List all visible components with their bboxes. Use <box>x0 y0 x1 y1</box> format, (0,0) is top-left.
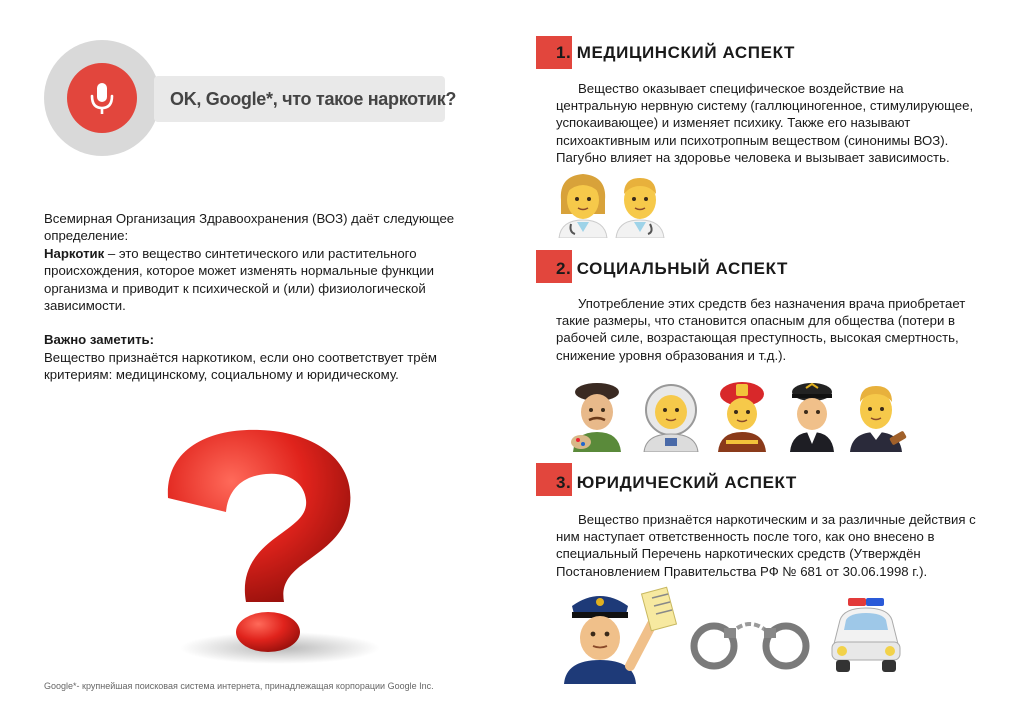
microphone-button[interactable] <box>67 63 137 133</box>
definition-intro: Всемирная Организация Здравоохранения (ВОЗ) даёт следующее определение: <box>44 211 455 244</box>
footnote: Google*- крупнейшая поисковая система интернета, принадлежащая корпорации Google Inc. <box>44 681 434 691</box>
question-mark-illustration <box>150 420 390 670</box>
section-1-title: МЕДИЦИНСКИЙ АСПЕКТ <box>576 43 795 62</box>
artist-icon <box>567 378 627 452</box>
section-1-heading <box>556 43 795 63</box>
note-text: Вещество признаётся наркотиком, если оно соответствует трём критериям: медицинскому, социальному и юридическому. <box>44 349 437 383</box>
section-1-number: 1. <box>556 43 572 62</box>
male-doctor-icon <box>612 170 668 238</box>
definition-block <box>44 210 494 384</box>
section-3-number: 3. <box>556 473 572 492</box>
section-3-text: Вещество признаётся наркотическим и за различные действия с ним наступает ответственность после того, как оно внесено в специальный Перечень наркотических средств (Утверждён Постановлением Правительства РФ № 681 от 30.06.1998 г.). <box>556 512 976 579</box>
note-heading: Важно заметить: <box>44 332 155 348</box>
section-2-text: Употребление этих средств без назначения врача приобретает такие размеры, что становится опасным для общества (потери в рабочей силе, возрастающая преступность, высокая смертность, снижение уровня образования и т.д.). <box>556 296 966 363</box>
section-3-title: ЮРИДИЧЕСКИЙ АСПЕКТ <box>576 473 797 492</box>
section-2-title: СОЦИАЛЬНЫЙ АСПЕКТ <box>576 259 788 278</box>
pilot-icon <box>784 378 840 452</box>
police-officer-icon <box>560 584 686 684</box>
definition-term: Наркотик <box>44 245 105 261</box>
police-car-icon <box>826 596 906 674</box>
definition-text: – это вещество синтетического или растительного происхождения, которое может изменять нормальные функции организма и приводит к психической и (или) физиологической зависимости. <box>44 245 435 314</box>
female-doctor-icon <box>555 170 611 238</box>
section-2-number: 2. <box>556 259 572 278</box>
definition-paragraph <box>44 245 494 315</box>
handcuffs-icon <box>688 604 812 674</box>
search-query: OK, Google*, что такое наркотик? <box>154 76 445 122</box>
section-3-heading <box>556 473 797 493</box>
firefighter-icon <box>712 378 772 452</box>
judge-icon <box>846 378 910 452</box>
section-2-heading <box>556 259 788 279</box>
astronaut-icon <box>638 378 704 452</box>
section-1-text: Вещество оказывает специфическое воздействие на центральную нервную систему (галлюциногенное, стимулирующее, успокаивающее) и изменяет психику. Также его называют психоактивным или психотропным веществом (синонимы ВОЗ). Пагубно влияет на здоровье человека и вызывает зависимость. <box>556 81 974 165</box>
microphone-icon <box>67 63 137 133</box>
